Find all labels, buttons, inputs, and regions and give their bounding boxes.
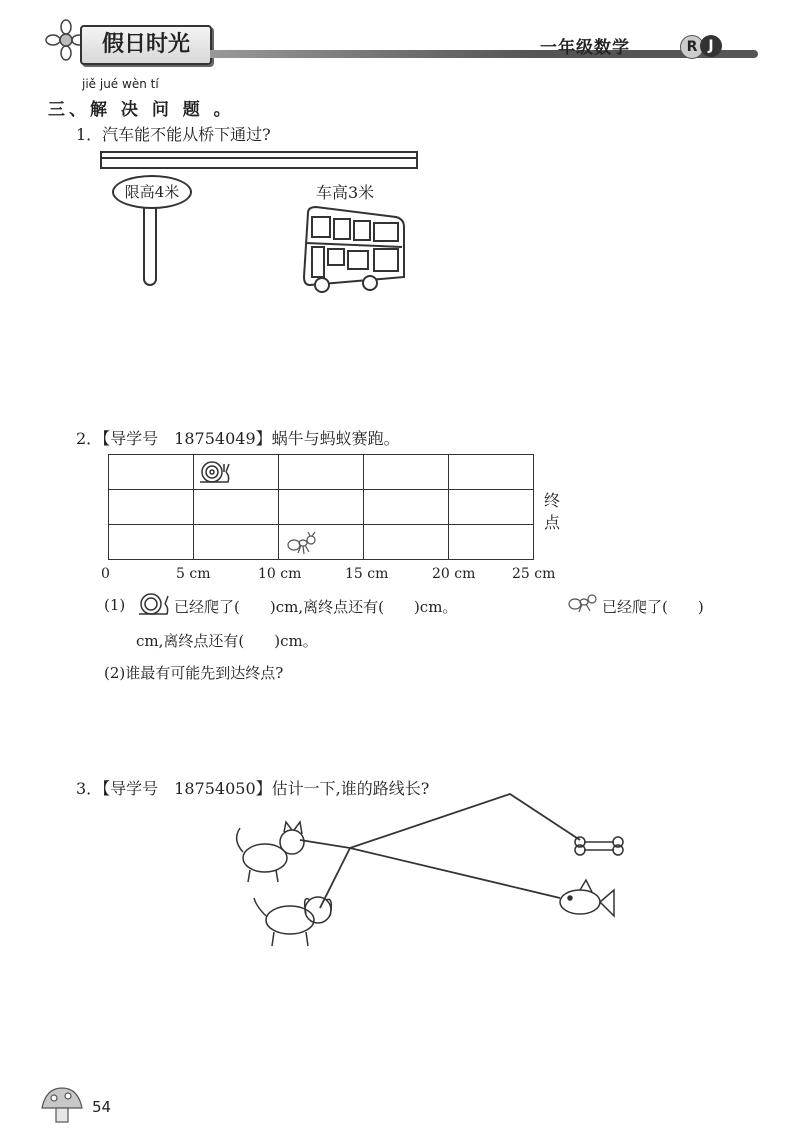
grade-label: 一年级数学 [540, 38, 630, 58]
fish-icon [560, 880, 614, 916]
part1-ant-text-cont: cm,离终点还有( )cm。 [136, 632, 318, 650]
bus-icon [300, 205, 410, 301]
sign-pole [143, 208, 157, 286]
section-title: 三、解 决 问 题 。 [48, 100, 235, 120]
cat-route [300, 794, 580, 848]
bone-icon [575, 837, 623, 855]
tick-0: 0 [101, 566, 110, 582]
mushroom-icon [40, 1086, 84, 1130]
race-grid [108, 454, 534, 560]
cat-icon [237, 822, 304, 882]
snail-icon [198, 458, 232, 490]
bridge-line [100, 157, 418, 159]
tick-10: 10 cm [258, 566, 302, 582]
header-title: 假日时光 [80, 25, 212, 65]
part1-number: (1) [104, 596, 126, 614]
bus-height-label: 车高3米 [316, 183, 375, 202]
height-limit-sign: 限高4米 [112, 175, 192, 209]
question-3: 3．【导学号 18754050】估计一下,谁的路线长? [76, 779, 430, 798]
tick-20: 20 cm [432, 566, 476, 582]
dog-route [320, 848, 560, 908]
section-pinyin: jiě jué wèn tí [82, 77, 159, 91]
badge-r: R [680, 35, 704, 59]
routes-diagram [230, 790, 630, 964]
header-rule-shade [210, 50, 530, 58]
badge-j: J [700, 35, 722, 57]
tick-25: 25 cm [512, 566, 556, 582]
finish-label: 终点 [544, 491, 561, 532]
part1-ant-text: 已经爬了( ) [602, 598, 704, 616]
ant-icon [285, 531, 319, 561]
tick-15: 15 cm [345, 566, 389, 582]
part1-snail-text: 已经爬了( )cm,离终点还有( )cm。 [174, 598, 458, 616]
page-number: 54 [92, 1098, 112, 1116]
snail-inline-icon [136, 590, 172, 622]
question-1: 1．汽车能不能从桥下通过? [76, 125, 271, 144]
bridge [100, 151, 418, 169]
tick-5: 5 cm [176, 566, 211, 582]
dog-icon [254, 897, 331, 946]
ant-inline-icon [566, 590, 600, 620]
question-2: 2．【导学号 18754049】蜗牛与蚂蚁赛跑。 [76, 429, 400, 448]
part2-question: (2)谁最有可能先到达终点? [104, 664, 284, 682]
